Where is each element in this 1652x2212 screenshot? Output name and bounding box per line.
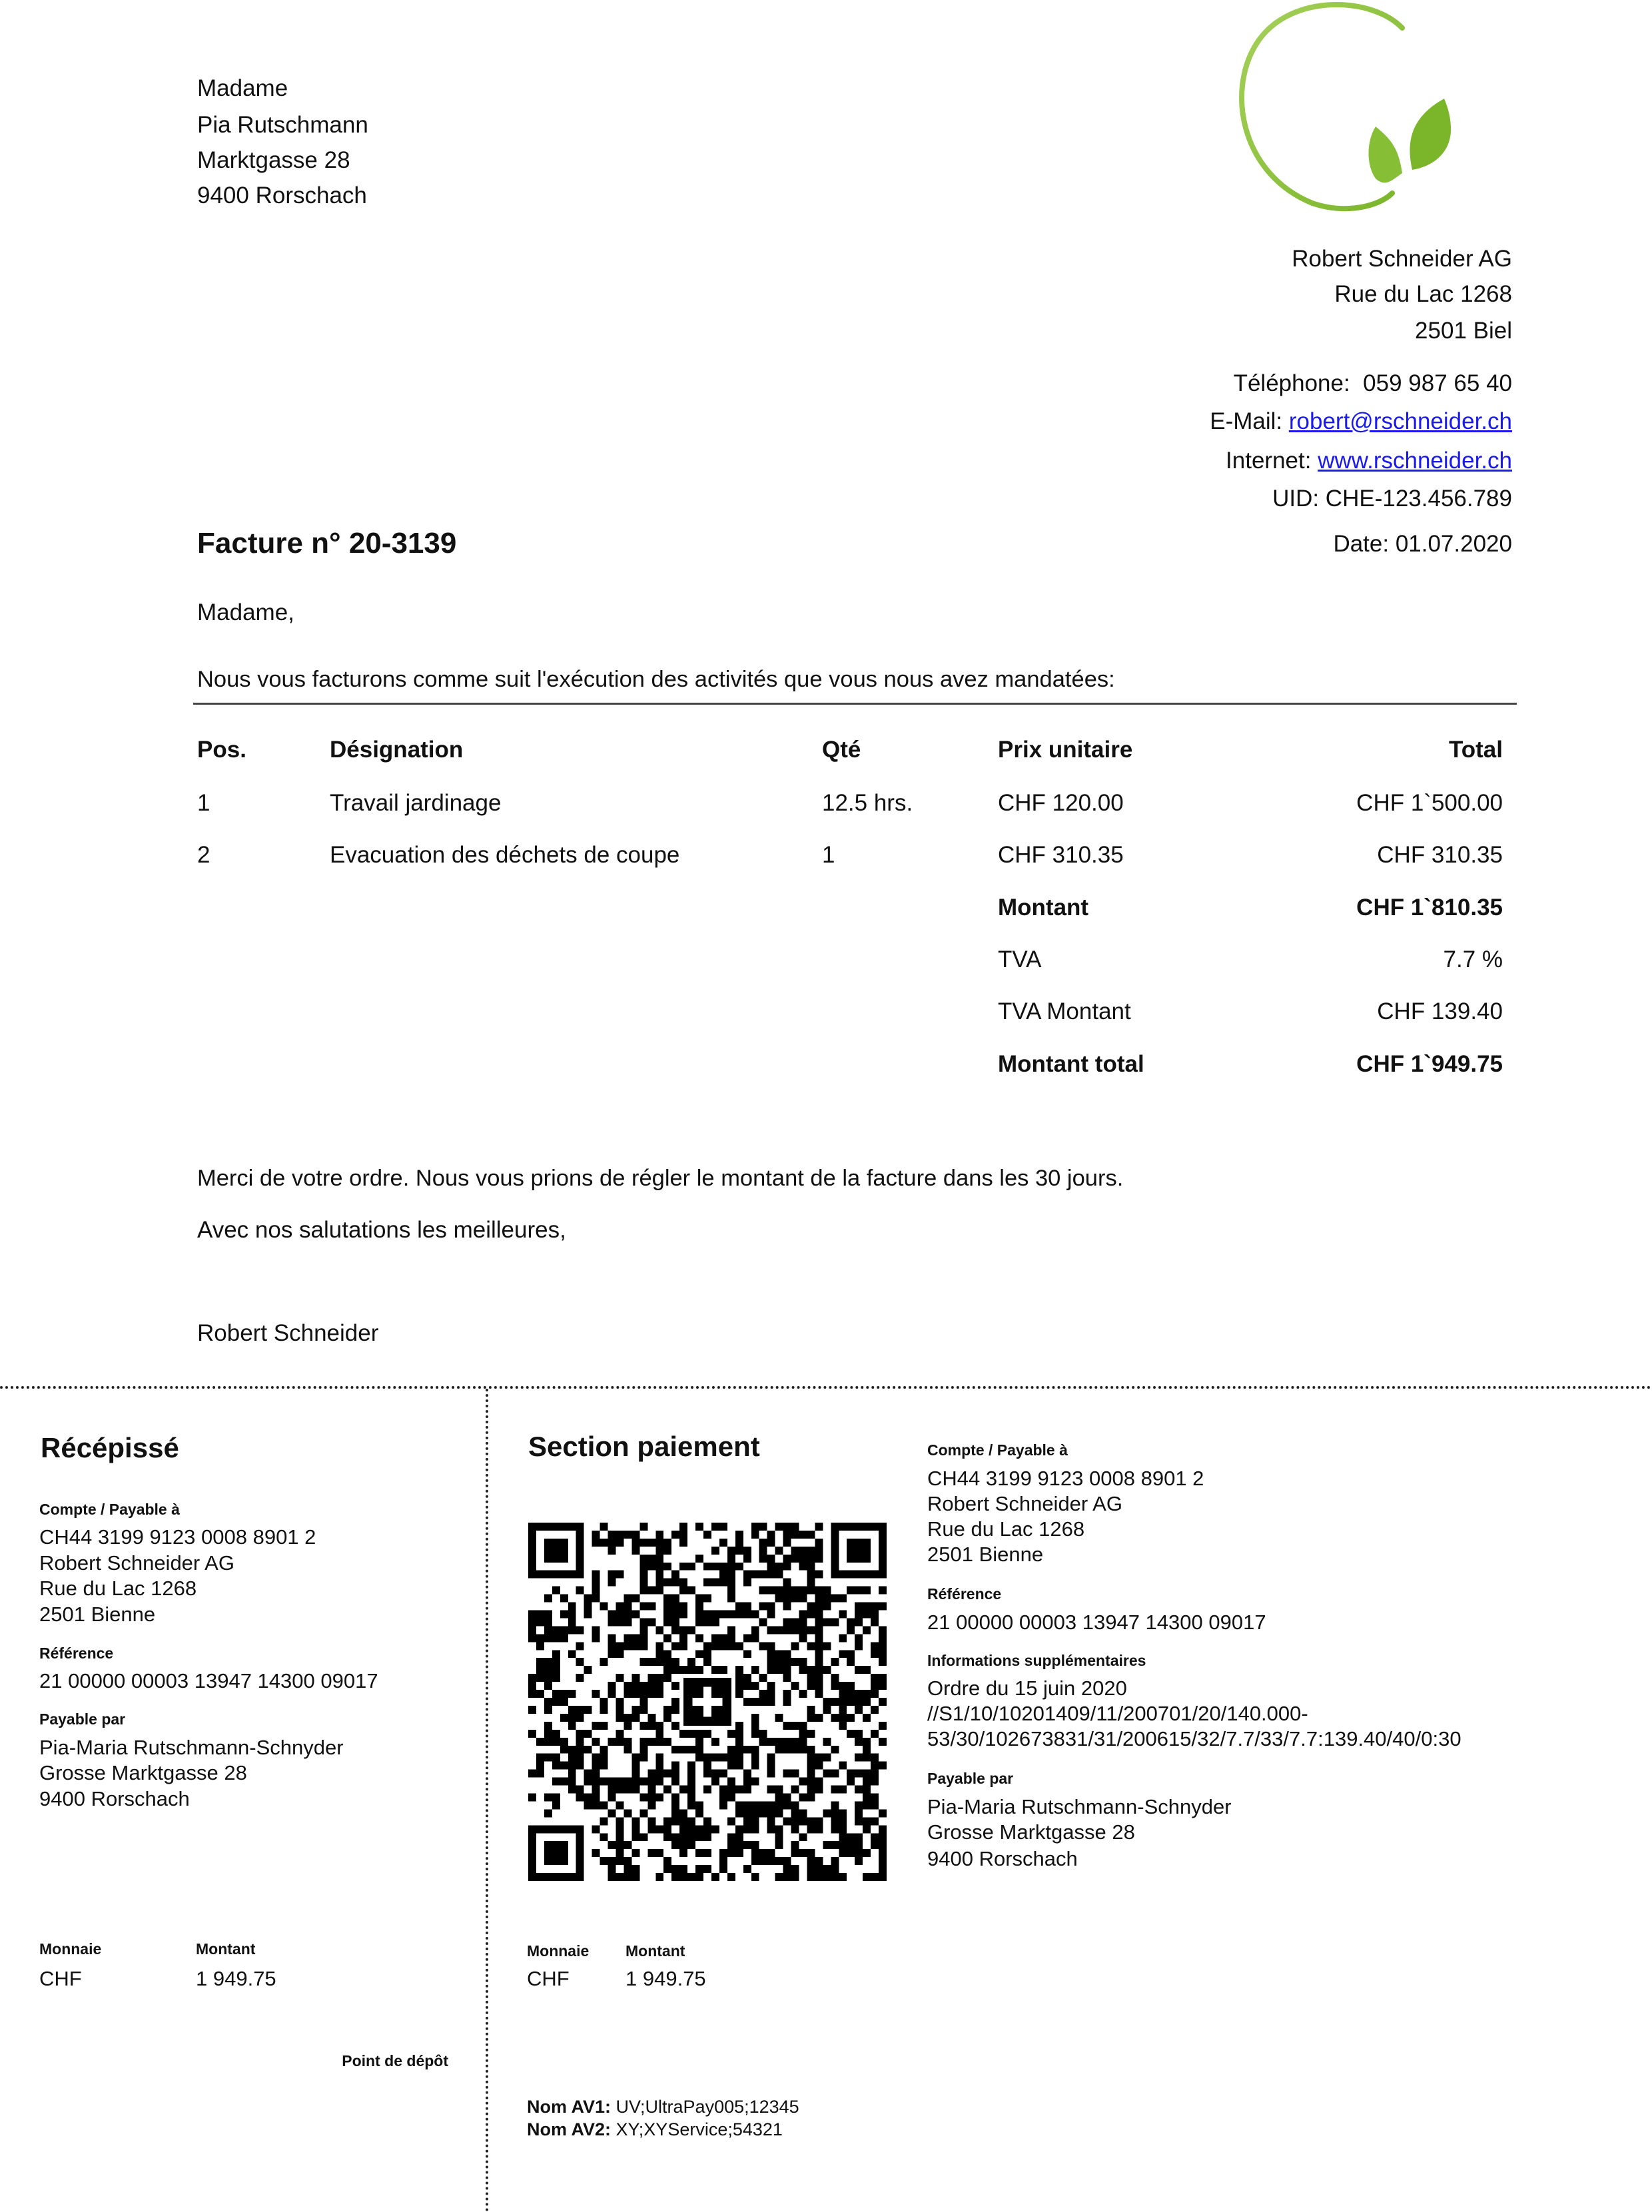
perforation-horizontal <box>0 1386 1652 1389</box>
col-header-pos: Pos. <box>197 737 246 763</box>
payment-currency-label: Monnaie <box>527 1942 590 1960</box>
payment-reference: 21 00000 00003 13947 14300 09017 <box>927 1611 1266 1634</box>
receipt-title: Récépissé <box>41 1432 179 1463</box>
invoice-title: Facture n° 20-3139 <box>197 527 457 559</box>
cell-qty: 12.5 hrs. <box>822 790 913 816</box>
receipt-payer-label: Payable par <box>39 1710 126 1728</box>
av2-label: Nom AV2: <box>527 2119 612 2139</box>
sender-line: 2501 Biel <box>1415 318 1512 344</box>
col-header-unit-price: Prix unitaire <box>998 737 1133 763</box>
phone-label: Téléphone: <box>1233 370 1350 396</box>
payment-payer-line: 9400 Rorschach <box>927 1847 1078 1870</box>
receipt-account-label: Compte / Payable à <box>39 1501 180 1518</box>
payment-amount: 1 949.75 <box>625 1967 706 1990</box>
receipt-currency: CHF <box>39 1967 82 1990</box>
receipt-account-line: 2501 Bienne <box>39 1603 156 1626</box>
additional-info-line: //S1/10/10201409/11/200701/20/140.000- <box>927 1702 1308 1725</box>
cell-total: CHF 310.35 <box>1377 842 1503 868</box>
cell-pos: 2 <box>197 842 210 868</box>
payment-account-line: CH44 3199 9123 0008 8901 2 <box>927 1467 1204 1490</box>
cell-qty: 1 <box>822 842 835 868</box>
receipt-payer-line: Pia-Maria Rutschmann-Schnyder <box>39 1736 344 1759</box>
cell-unit-price: CHF 120.00 <box>998 790 1124 816</box>
acceptance-point-label: Point de dépôt <box>342 2052 448 2069</box>
greeting: Avec nos salutations les meilleures, <box>197 1217 566 1243</box>
receipt-amount: 1 949.75 <box>196 1967 276 1990</box>
av2-value: XY;XYService;54321 <box>616 2119 783 2139</box>
col-header-designation: Désignation <box>330 737 464 763</box>
sender-email <box>1210 404 1512 440</box>
swiss-qr-code <box>528 1523 887 1881</box>
av1-value: UV;UltraPay005;12345 <box>616 2097 799 2117</box>
payment-account-line: Robert Schneider AG <box>927 1492 1122 1515</box>
av1-label: Nom AV1: <box>527 2097 612 2117</box>
additional-info-line: Ordre du 15 juin 2020 <box>927 1676 1127 1700</box>
payment-title: Section paiement <box>528 1431 760 1462</box>
receipt-reference-label: Référence <box>39 1645 114 1662</box>
sender-uid: UID: CHE-123.456.789 <box>1272 486 1512 512</box>
receipt-payer-line: 9400 Rorschach <box>39 1787 190 1810</box>
recipient-line: 9400 Rorschach <box>197 183 367 208</box>
sender-internet <box>1226 443 1512 479</box>
payment-payer-label: Payable par <box>927 1770 1014 1787</box>
intro-text: Nous vous facturons comme suit l'exécution des activités que vous nous avez mandatées: <box>197 667 1115 692</box>
receipt-currency-label: Monnaie <box>39 1940 102 1958</box>
email-label: E-Mail: <box>1210 408 1283 434</box>
cell-designation: Travail jardinage <box>330 790 502 816</box>
summary-value-amount: CHF 1`810.35 <box>1356 895 1503 921</box>
email-link[interactable]: robert@rschneider.ch <box>1288 408 1512 434</box>
perforation-vertical <box>486 1389 488 2212</box>
payment-account-line: Rue du Lac 1268 <box>927 1517 1085 1541</box>
website-link[interactable]: www.rschneider.ch <box>1318 448 1512 474</box>
payment-account-line: 2501 Bienne <box>927 1543 1044 1566</box>
col-header-total: Total <box>1448 737 1503 763</box>
table-divider <box>193 703 1517 705</box>
receipt-amount-label: Montant <box>196 1940 256 1958</box>
cell-unit-price: CHF 310.35 <box>998 842 1124 868</box>
summary-value-vat-amount: CHF 139.40 <box>1377 998 1503 1024</box>
recipient-line: Madame <box>197 75 288 101</box>
company-logo-icon <box>1212 0 1479 220</box>
col-header-qty: Qté <box>822 737 861 763</box>
recipient-line: Pia Rutschmann <box>197 112 368 138</box>
payment-reference-label: Référence <box>927 1585 1002 1603</box>
summary-value-vat: 7.7 % <box>1443 946 1503 972</box>
cell-designation: Evacuation des déchets de coupe <box>330 842 680 868</box>
summary-value-total: CHF 1`949.75 <box>1356 1051 1503 1077</box>
receipt-account-line: Rue du Lac 1268 <box>39 1577 197 1600</box>
payment-account-label: Compte / Payable à <box>927 1441 1068 1459</box>
additional-info-label: Informations supplémentaires <box>927 1652 1146 1669</box>
payment-payer-line: Pia-Maria Rutschmann-Schnyder <box>927 1795 1232 1818</box>
recipient-line: Marktgasse 28 <box>197 147 350 173</box>
signature: Robert Schneider <box>197 1320 379 1346</box>
summary-label-total: Montant total <box>998 1051 1144 1077</box>
alt-procedure-1 <box>527 2095 799 2118</box>
sender-line: Rue du Lac 1268 <box>1334 281 1512 307</box>
invoice-date: Date: 01.07.2020 <box>1333 531 1512 557</box>
receipt-account-line: CH44 3199 9123 0008 8901 2 <box>39 1525 316 1549</box>
receipt-account-line: Robert Schneider AG <box>39 1551 234 1575</box>
additional-info-line: 53/30/102673831/31/200615/32/7.7/33/7.7:139.40/40/0:30 <box>927 1727 1461 1750</box>
summary-label-amount: Montant <box>998 895 1089 921</box>
closing-text: Merci de votre ordre. Nous vous prions de régler le montant de la facture dans les 30 jours. <box>197 1166 1124 1191</box>
payment-amount-label: Montant <box>625 1942 685 1960</box>
sender-line: Robert Schneider AG <box>1292 246 1512 272</box>
receipt-payer-line: Grosse Marktgasse 28 <box>39 1761 247 1784</box>
payment-payer-line: Grosse Marktgasse 28 <box>927 1820 1135 1844</box>
summary-label-vat-amount: TVA Montant <box>998 998 1131 1024</box>
receipt-reference: 21 00000 00003 13947 14300 09017 <box>39 1669 378 1692</box>
phone-value: 059 987 65 40 <box>1363 370 1512 396</box>
internet-label: Internet: <box>1226 448 1312 474</box>
payment-currency: CHF <box>527 1967 570 1990</box>
salutation: Madame, <box>197 599 294 625</box>
cell-total: CHF 1`500.00 <box>1356 790 1503 816</box>
cell-pos: 1 <box>197 790 210 816</box>
sender-phone <box>1234 366 1512 402</box>
summary-label-vat: TVA <box>998 946 1042 972</box>
alt-procedure-2 <box>527 2118 783 2141</box>
